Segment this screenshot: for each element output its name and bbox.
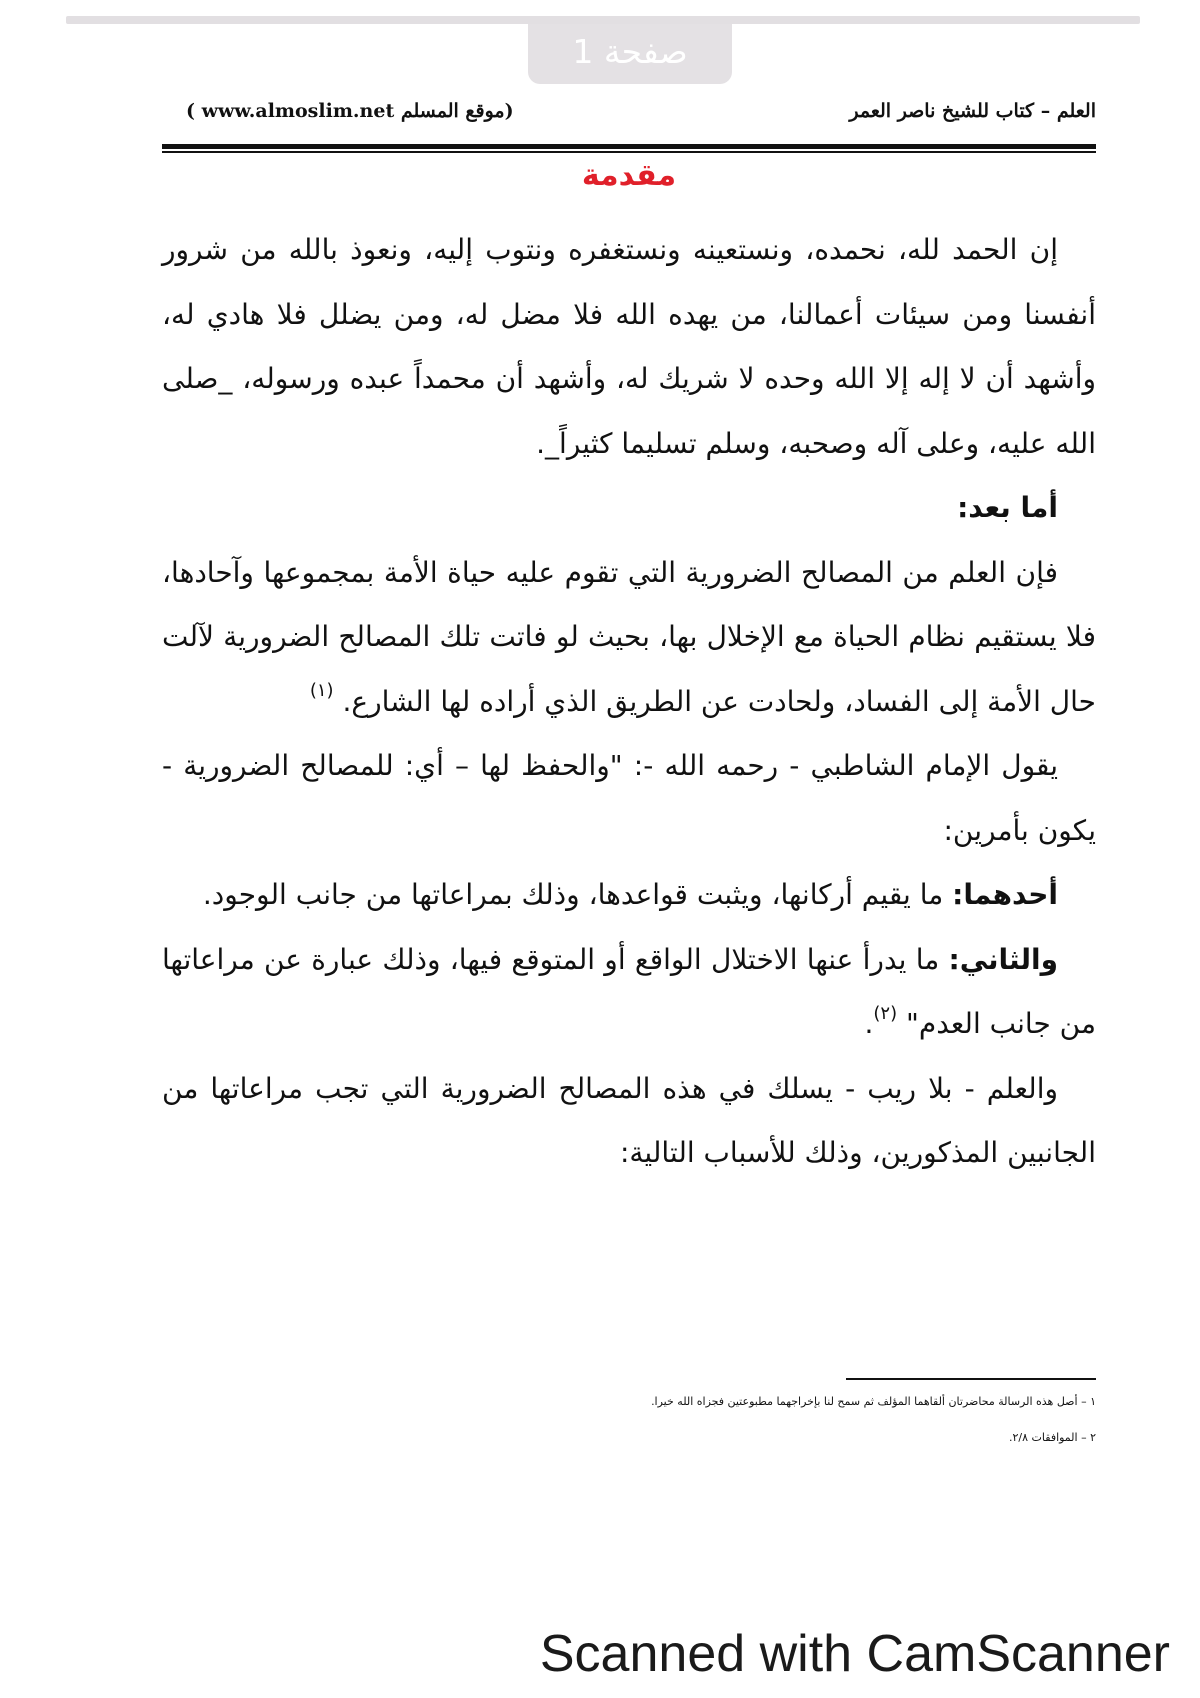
page-number-badge: صفحة 1 bbox=[528, 24, 732, 84]
footnotes bbox=[162, 1392, 1096, 1464]
paragraph-opening: إن الحمد لله، نحمده، ونستعينه ونستغفره ونتوب إليه، ونعوذ بالله من شرور أنفسنا ومن سيئات أعمالنا، من يهده الله فلا مضل له، ومن يضلل فلا هادي له، وأشهد أن لا إله إلا الله وحده لا شريك له، وأشهد أن محمداً عبده ورسوله، _صلى الله عليه، وعلى آله وصحبه، وسلم تسليما كثيراً_. bbox=[162, 233, 1096, 460]
paragraph-knowledge-text: فإن العلم من المصالح الضرورية التي تقوم عليه حياة الأمة بمجموعها وآحادها، فلا يستقيم نظام الحياة مع الإخلال بها، بحيث لو فاتت تلك المصالح الضرورية لآلت حال الأمة إلى الفساد، ولحادت عن الطريق الذي أراده لها الشارع. bbox=[162, 555, 1096, 718]
footnote-ref-1[interactable]: (١) bbox=[309, 680, 334, 702]
second-text: ما يدرأ عنها الاختلال الواقع أو المتوقع فيها، وذلك عبارة عن مراعاتها من جانب العدم" bbox=[162, 942, 1096, 1040]
footnote-1: ١ – أصل هذه الرسالة محاضرتان ألقاهما المؤلف ثم سمح لنا بإخراجهما مطبوعتين فجزاه الله خيرا. bbox=[651, 1395, 1096, 1408]
paragraph-reasons: والعلم - بلا ريب - يسلك في هذه المصالح الضرورية التي تجب مراعاتها من الجانبين المذكورين، وذلك للأسباب التالية: bbox=[162, 1071, 1096, 1169]
paragraph-shatibi-quote: يقول الإمام الشاطبي - رحمه الله -: "والحفظ لها – أي: للمصالح الضرورية - يكون بأمرين: bbox=[162, 749, 1096, 847]
footnote-divider bbox=[846, 1378, 1096, 1380]
header-website: (موقع المسلم www.almoslim.net ) bbox=[186, 100, 514, 122]
section-title: مقدمة bbox=[581, 158, 677, 193]
paragraph-amma-baad: أما بعد: bbox=[957, 491, 1058, 524]
header-rule-thin bbox=[162, 151, 1096, 153]
first-lead: أحدهما: bbox=[952, 878, 1058, 911]
header-book-title: العلم – كتاب للشيخ ناصر العمر bbox=[849, 100, 1096, 122]
paragraph-knowledge bbox=[162, 541, 1096, 735]
second-end: . bbox=[864, 1007, 874, 1040]
top-divider bbox=[66, 16, 1140, 24]
second-lead: والثاني: bbox=[948, 942, 1058, 976]
paragraph-second bbox=[162, 928, 1096, 1057]
paragraph-first bbox=[162, 863, 1096, 928]
header-rule-thick bbox=[162, 144, 1096, 149]
running-header bbox=[162, 96, 1096, 130]
body-text bbox=[162, 218, 1096, 1186]
footnote-2: ٢ – الموافقات ٢/٨. bbox=[1009, 1431, 1096, 1444]
first-text: ما يقيم أركانها، ويثبت قواعدها، وذلك بمراعاتها من جانب الوجود. bbox=[202, 878, 953, 911]
footnote-ref-2[interactable]: (٢) bbox=[873, 1002, 898, 1024]
scanner-watermark: Scanned with CamScanner bbox=[539, 1625, 1170, 1683]
